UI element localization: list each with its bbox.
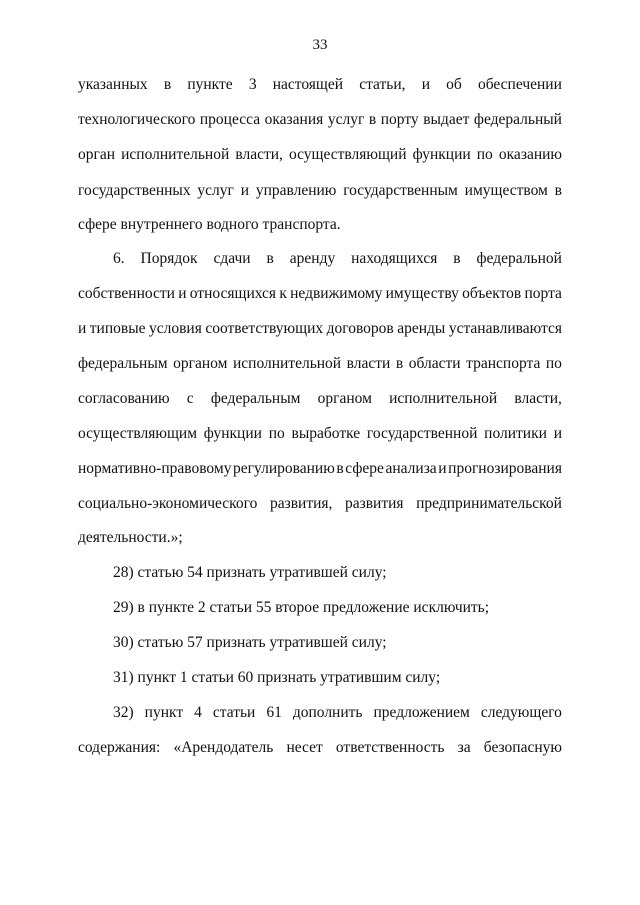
word: «Арендодатель [173, 739, 274, 756]
word: функции [412, 146, 471, 163]
text-line [78, 354, 562, 374]
word: аренду [289, 250, 336, 267]
word: развития [344, 495, 404, 512]
word: Порядок [140, 250, 198, 267]
word: нормативно-правовому [78, 460, 232, 477]
word: устанавливаются [448, 320, 562, 337]
word: договоров [326, 320, 394, 337]
word: с [186, 390, 194, 407]
text-line [78, 738, 562, 758]
word: и [240, 182, 249, 199]
word: содержания: [78, 739, 161, 756]
word: функции [203, 425, 262, 442]
word: аренды [397, 320, 446, 337]
word: области [408, 355, 461, 372]
word: обеспечении [477, 76, 562, 93]
word: условия [149, 320, 202, 337]
word: недвижимому [290, 285, 383, 302]
word: собственности [78, 285, 175, 302]
word: и [553, 425, 562, 442]
word: федеральной [476, 250, 562, 267]
text-line [78, 494, 562, 514]
word: технологического [78, 111, 196, 128]
word: за [457, 739, 471, 756]
word: осуществляющим [78, 425, 198, 442]
word: власти, [514, 390, 562, 407]
word: в [554, 182, 562, 199]
text-line [78, 181, 562, 201]
text-line [78, 389, 562, 409]
word: соответствующих [205, 320, 324, 337]
text-line [78, 284, 562, 304]
word: согласованию [78, 390, 170, 407]
word: порта [524, 285, 562, 302]
word: исполнительной [121, 146, 230, 163]
word: в [453, 250, 461, 267]
text-line [78, 75, 562, 95]
word: и [78, 320, 87, 337]
word: оказанию [498, 146, 562, 163]
word: предложением [373, 704, 470, 721]
word: государственной [366, 425, 478, 442]
word: орган [78, 146, 116, 163]
word: власти [346, 355, 391, 372]
text-line: 28) статью 54 признать утратившей силу; [113, 564, 387, 581]
text-line [78, 145, 562, 165]
word: в [266, 250, 274, 267]
word: процесса [199, 111, 261, 128]
word: 4 [194, 704, 202, 721]
word: ответственность [335, 739, 445, 756]
word: прогнозирования [448, 460, 562, 477]
word: порту [380, 111, 419, 128]
text-line [113, 703, 562, 723]
text-line: сфере внутреннего водного транспорта. [78, 216, 341, 233]
word: и [178, 285, 187, 302]
word: безопасную [483, 739, 562, 756]
word: 61 [266, 704, 282, 721]
word: государственных [78, 182, 191, 199]
word: развития, [269, 495, 333, 512]
word: к [279, 285, 287, 302]
word: политики [484, 425, 547, 442]
text-line: 29) в пункте 2 статьи 55 второе предложение исключить; [113, 599, 490, 616]
word: об [446, 76, 462, 93]
word: типовые [89, 320, 146, 337]
word: в [163, 76, 172, 93]
word: пункте [187, 76, 233, 93]
word: федеральным [210, 390, 301, 407]
word: оказания [264, 111, 324, 128]
word: статьи [212, 704, 256, 721]
word: 32) [113, 704, 134, 721]
word: сдачи [213, 250, 251, 267]
word: следующего [480, 704, 562, 721]
word: выдает [423, 111, 470, 128]
word: управлению [255, 182, 337, 199]
text-line: 30) статью 57 признать утратившей силу; [113, 634, 387, 651]
word: органом [317, 390, 372, 407]
word: по [545, 355, 562, 372]
word: исполнительной [232, 355, 342, 372]
word: социально-экономического [78, 495, 258, 512]
text-line [78, 459, 562, 479]
text-line [78, 424, 562, 444]
text-line: 31) пункт 1 статьи 60 признать утратившим силу; [113, 669, 441, 686]
word: находящихся [351, 250, 438, 267]
word: услуг [197, 182, 234, 199]
word: относящихся [189, 285, 277, 302]
text-line [78, 110, 562, 130]
word: федеральный [473, 111, 562, 128]
text-line: деятельности.»; [78, 529, 183, 546]
word: предпринимательской [416, 495, 562, 512]
word: и [438, 460, 447, 477]
word: пункт [144, 704, 184, 721]
page-number: 33 [312, 37, 328, 53]
word: анализа [385, 460, 437, 477]
word: власти, [235, 146, 283, 163]
word: и [421, 76, 430, 93]
word: дополнить [292, 704, 363, 721]
word: осуществляющий [288, 146, 407, 163]
word: исполнительной [389, 390, 498, 407]
word: в [368, 111, 377, 128]
word: регулированию [233, 460, 335, 477]
word: имуществу [385, 285, 459, 302]
word: по [268, 425, 285, 442]
word: по [476, 146, 493, 163]
word: выработке [291, 425, 361, 442]
word: федеральным [78, 355, 168, 372]
word: настоящей [272, 76, 344, 93]
word: статьи, [359, 76, 406, 93]
word: в [336, 460, 344, 477]
word: в [395, 355, 404, 372]
word: имуществом [464, 182, 548, 199]
word: органом [173, 355, 228, 372]
word: государственным [343, 182, 458, 199]
word: транспорта [466, 355, 541, 372]
word: 3 [248, 76, 257, 93]
text-line [113, 249, 562, 269]
word: указанных [78, 76, 148, 93]
word: 6. [113, 250, 125, 267]
word: объектов [462, 285, 522, 302]
word: несет [286, 739, 323, 756]
text-line [78, 319, 562, 339]
word: сфере [345, 460, 384, 477]
word: услуг [327, 111, 365, 128]
